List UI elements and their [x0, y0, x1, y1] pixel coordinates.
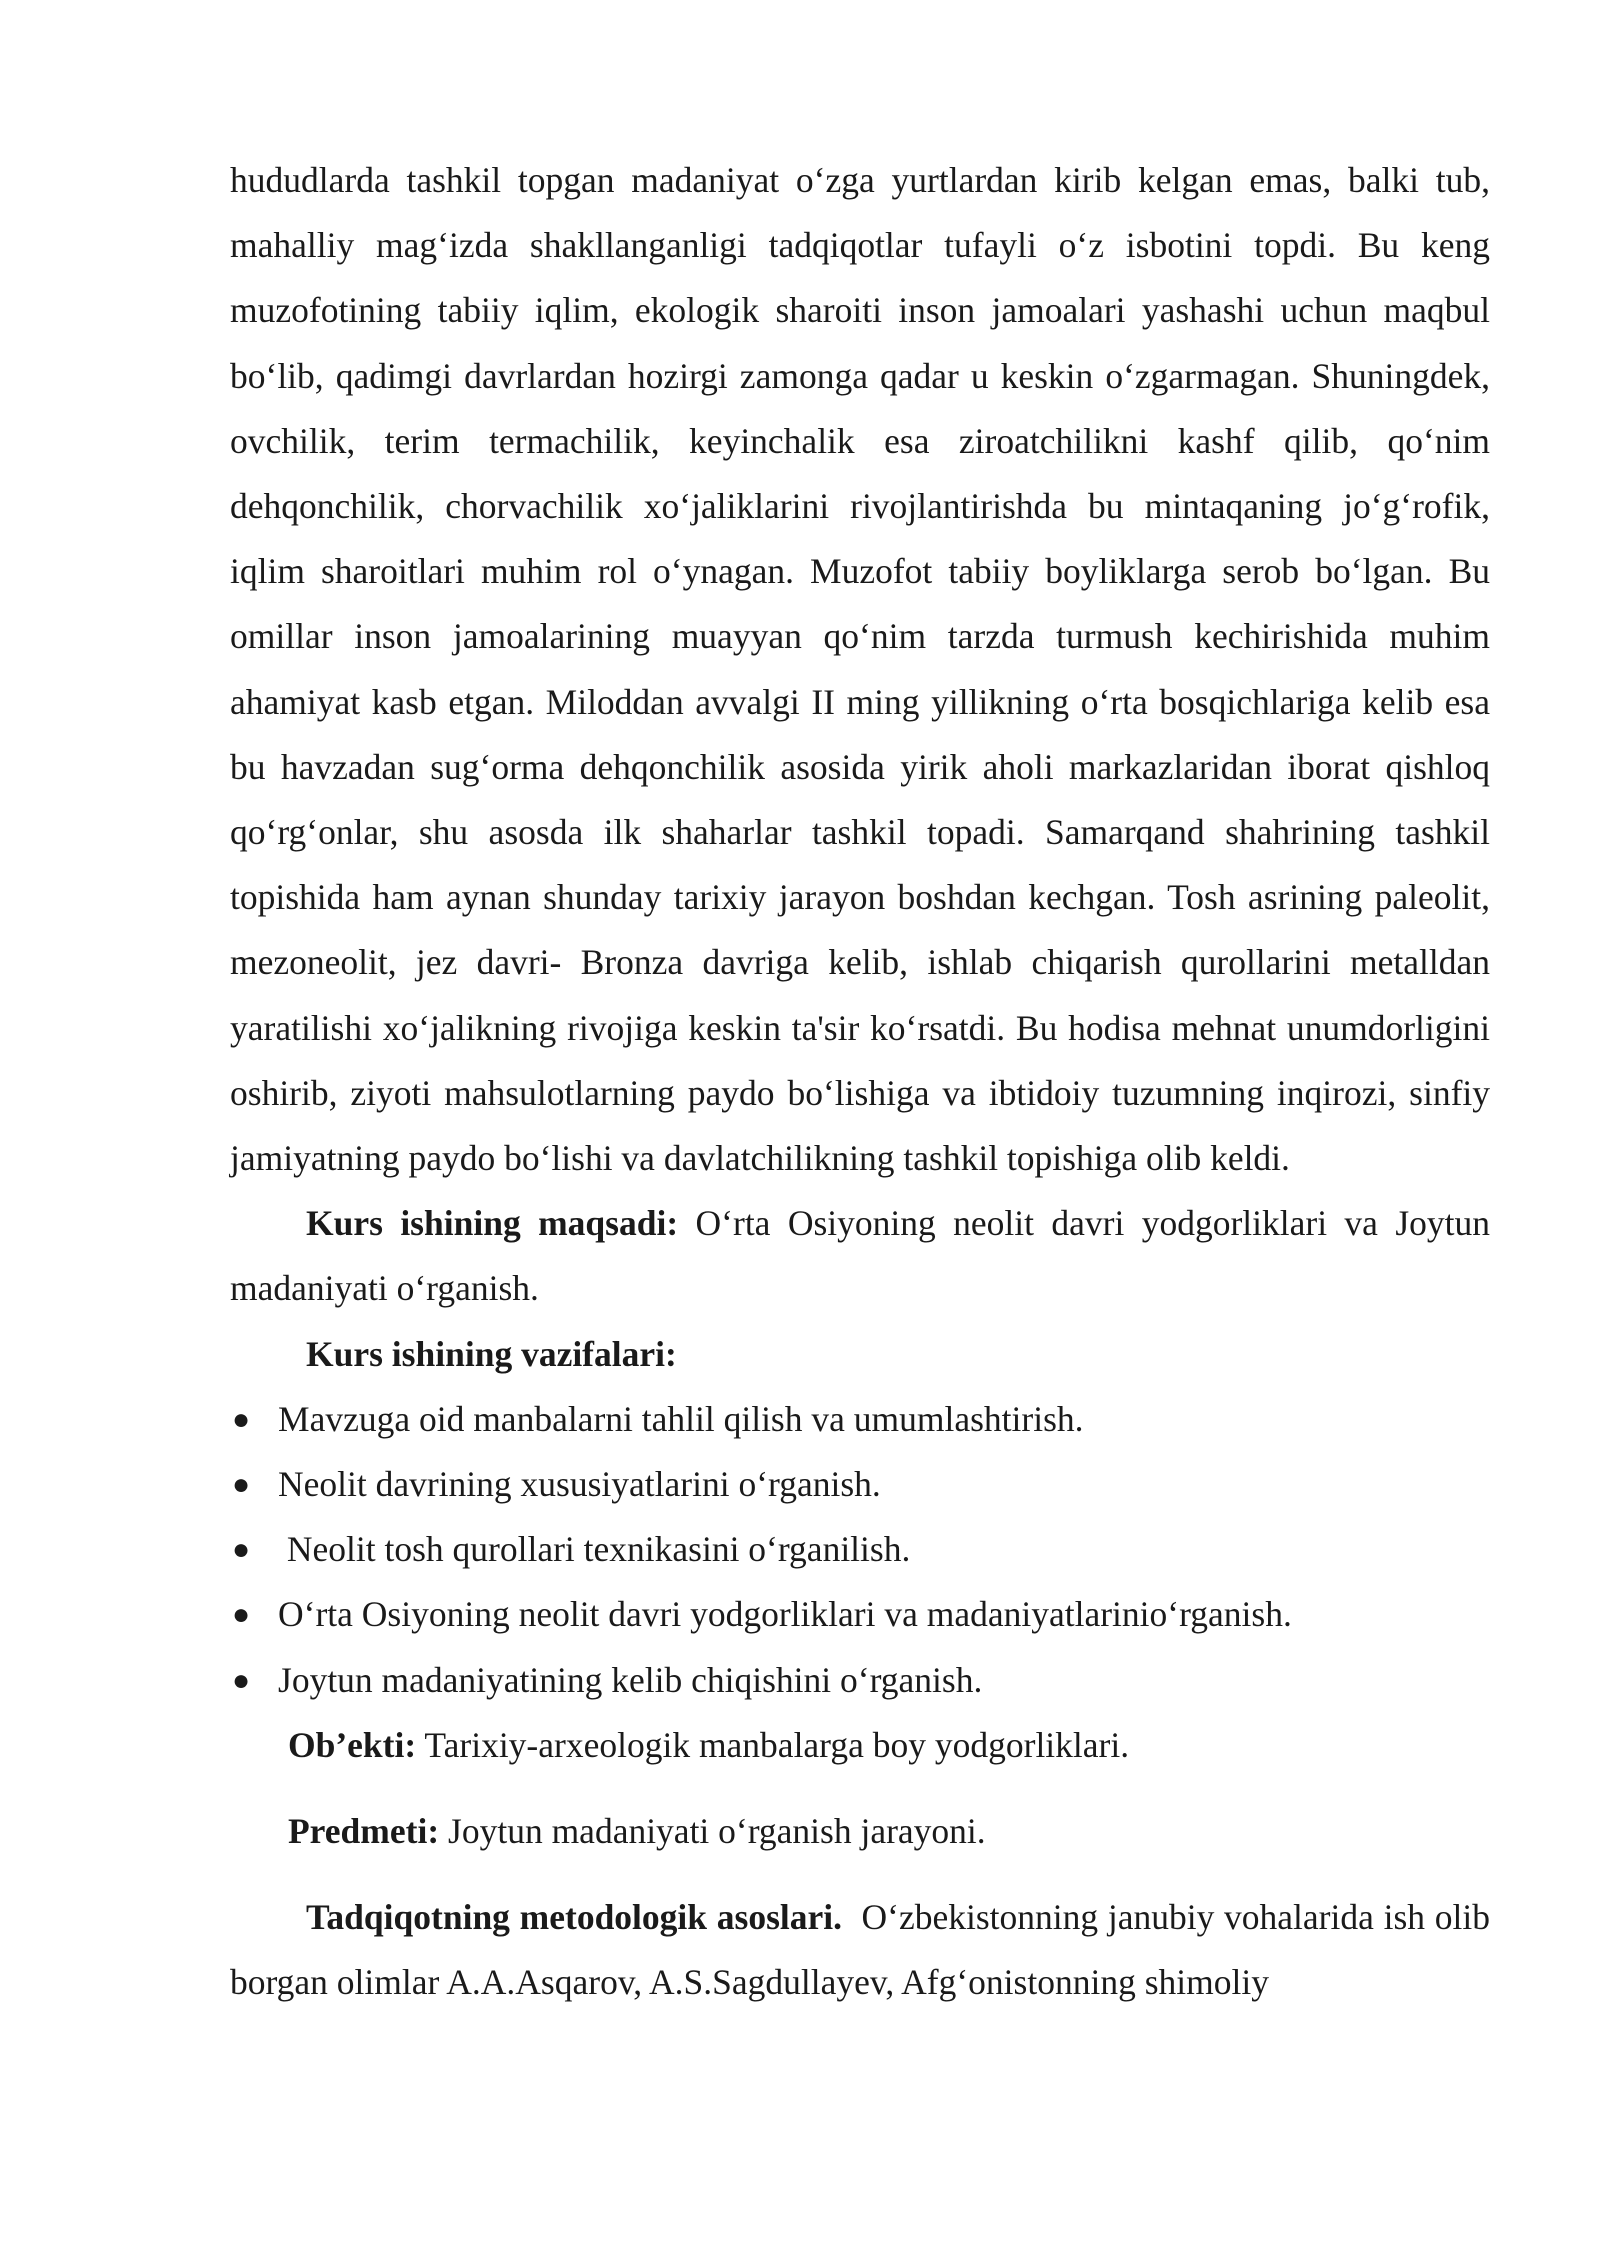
methodology-paragraph: [230, 1885, 1499, 2015]
bullet-icon: ●: [232, 1533, 251, 1567]
bullet-icon: ●: [232, 1468, 251, 1502]
methodology-text: Oʻzbekistonning janubiy vohalarida ish olib borgan olimlar A.A.Asqarov, A.S.Sagdullayev, Afgʻonistonning shimoliy: [230, 1897, 1499, 2003]
goal-text: Oʻrta Osiyoning neolit davri yodgorliklari va Joytun madaniyati oʻrganish.: [230, 1203, 1491, 1309]
list-item: [230, 1582, 1490, 1647]
tasks-heading: [230, 1322, 1490, 1387]
list-item-text: Neolit davrining xususiyatlarini oʻrganish.: [278, 1464, 881, 1505]
bullet-icon: ●: [232, 1663, 251, 1697]
document-page: [230, 148, 1499, 2016]
goal-paragraph: [230, 1191, 1490, 1321]
list-item-text: Oʻrta Osiyoning neolit davri yodgorliklari va madaniyatlarinioʻrganish.: [278, 1594, 1292, 1635]
methodology-label: Tadqiqotning metodologik asoslari.: [306, 1897, 843, 1938]
list-item: [230, 1452, 1490, 1517]
intro-paragraph: hududlarda tashkil topgan madaniyat oʻzga yurtlardan kirib kelgan emas, balki tub, mahalliy magʻizda shakllanganligi tadqiqotlar tufayli oʻz isbotini topdi. Bu keng muzofotining tabiiy iqlim, ekologik sharoiti inson jamoalari yashashi uchun maqbul boʻlib, qadimgi davrlardan hozirgi zamonga qadar u keskin oʻzgarmagan. Shuningdek, ovchilik, terim termachilik, keyinchalik esa ziroatchilikni kashf qilib, qoʻnim dehqonchilik, chorvachilik xoʻjaliklarini rivojlantirishda bu mintaqaning joʻgʻrofik, iqlim sharoitlari muhim rol oʻynagan. Muzofot tabiiy boyliklarga serob boʻlgan. Bu omillar inson jamoalarining muayyan qoʻnim tarzda turmush kechirishida muhim ahamiyat kasb etgan. Miloddan avvalgi II ming yillikning oʻrta bosqichlariga kelib esa bu havzadan sugʻorma dehqonchilik asosida yirik aholi markazlaridan iborat qishloq qoʻrgʻonlar, shu asosda ilk shaharlar tashkil topadi. Samarqand shahrining tashkil topishida ham aynan shunday tarixiy jarayon boshdan kechgan. Tosh asrining paleolit, mezoneolit, jez davri- Bronza davriga kelib, ishlab chiqarish qurollarini metalldan yaratilishi xoʻjalikning rivojiga keskin ta'sir koʻrsatdi. Bu hodisa mehnat unumdorligini oshirib, ziyoti mahsulotlarning paydo boʻlishiga va ibtidoiy tuzumning inqirozi, sinfiy jamiyatning paydo boʻlishi va davlatchilikning tashkil topishiga olib keldi.: [230, 160, 1490, 1179]
object-text: Tarixiy-arxeologik manbalarga boy yodgorliklari.: [416, 1724, 1130, 1765]
subject-paragraph: [230, 1799, 1490, 1864]
list-item: [230, 1517, 1490, 1582]
list-item-text: Joytun madaniyatining kelib chiqishini oʻrganish.: [278, 1659, 983, 1700]
tasks-label: Kurs ishining vazifalari:: [306, 1333, 677, 1374]
list-item: [230, 1387, 1490, 1452]
bullet-icon: ●: [232, 1598, 251, 1632]
subject-label: Predmeti:: [288, 1811, 440, 1852]
subject-text: Joytun madaniyati oʻrganish jarayoni.: [439, 1811, 986, 1852]
object-paragraph: [230, 1713, 1490, 1778]
object-label: Ob’ekti:: [288, 1724, 417, 1765]
goal-label: Kurs ishining maqsadi:: [306, 1203, 679, 1244]
tasks-list: [230, 1387, 1490, 1713]
list-item: [230, 1648, 1490, 1713]
bullet-icon: ●: [232, 1402, 251, 1436]
list-item-text: Mavzuga oid manbalarni tahlil qilish va umumlashtirish.: [278, 1398, 1084, 1439]
list-item-text: Neolit tosh qurollari texnikasini oʻrganilish.: [278, 1529, 911, 1570]
